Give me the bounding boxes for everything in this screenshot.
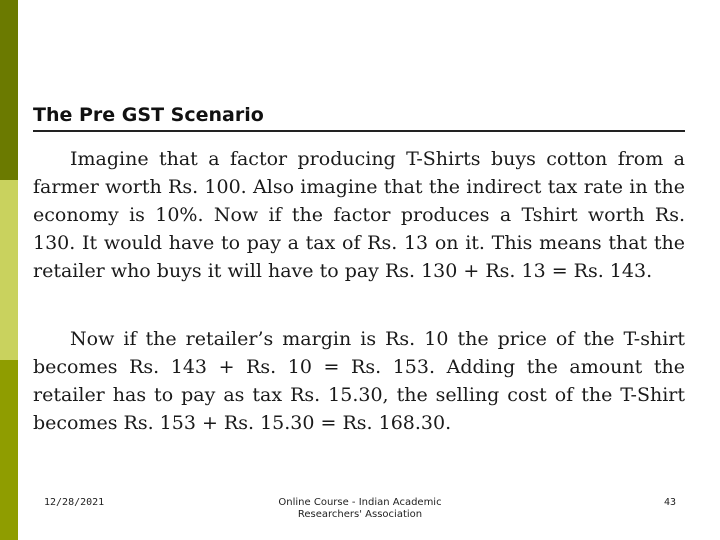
- heading-divider: [33, 130, 685, 132]
- paragraph-pre-gst-1: Imagine that a factor producing T-Shirts buys cotton from a farmer worth Rs. 100. Also imagine that the indirect tax rate in the economy is 10%. Now if the factor produces a Tshirt worth Rs. 130. It would have to pay a tax of Rs. 13 on it. This means that the retailer who buys it will have to pay Rs. 130 + Rs. 13 = Rs. 143.: [33, 148, 685, 282]
- sidebar-accent-bottom: [0, 360, 18, 540]
- footer-date: 12/28/2021: [44, 497, 105, 508]
- slide-heading: The Pre GST Scenario: [33, 104, 264, 126]
- paragraph-pre-gst-2: Now if the retailer’s margin is Rs. 10 the price of the T-shirt becomes Rs. 143 + Rs. 10 = Rs. 153. Adding the amount the retailer has to pay as tax Rs. 15.30, the selling cost of the T-Shirt becomes Rs. 153 + Rs. 15.30 = Rs. 168.30.: [33, 328, 685, 434]
- footer-source: Online Course - Indian Academic Researchers' Association: [278, 497, 442, 520]
- footer-page-number: 43: [664, 497, 677, 508]
- sidebar-accent-top: [0, 0, 18, 180]
- sidebar-accent-middle: [0, 180, 18, 360]
